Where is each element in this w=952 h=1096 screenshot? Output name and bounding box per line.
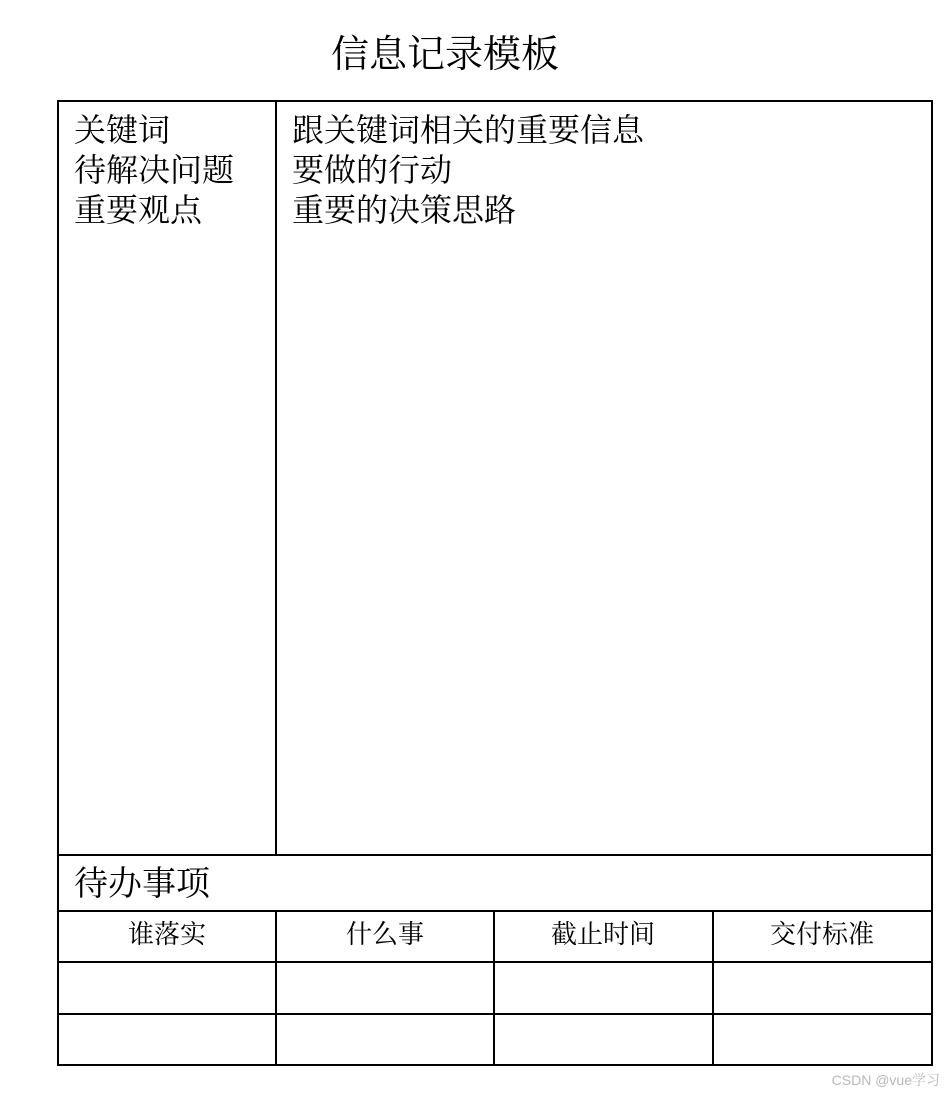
page-title: 信息记录模板 bbox=[330, 32, 559, 76]
watermark: CSDN @vue学习 bbox=[831, 1072, 940, 1088]
column-divider bbox=[275, 100, 277, 856]
notes-column bbox=[292, 110, 644, 230]
cue-item: 待解决问题 bbox=[74, 151, 235, 189]
cue-column bbox=[74, 110, 234, 230]
todo-cell[interactable] bbox=[714, 1015, 930, 1063]
notes-bottom-divider bbox=[57, 854, 933, 856]
todo-column-header: 截止时间 bbox=[550, 920, 655, 950]
notes-item: 跟关键词相关的重要信息 bbox=[292, 111, 645, 149]
todo-cell[interactable] bbox=[495, 1015, 711, 1063]
cue-item: 重要观点 bbox=[74, 191, 203, 229]
todo-heading: 待办事项 bbox=[74, 864, 210, 904]
todo-cell[interactable] bbox=[59, 963, 275, 1011]
todo-cell[interactable] bbox=[714, 963, 930, 1011]
todo-cell[interactable] bbox=[59, 1015, 275, 1063]
todo-column-header: 什么事 bbox=[345, 920, 424, 950]
todo-column-header: 谁落实 bbox=[127, 920, 206, 950]
cue-item: 关键词 bbox=[74, 111, 171, 149]
todo-cell[interactable] bbox=[277, 1015, 493, 1063]
notes-item: 重要的决策思路 bbox=[292, 191, 517, 229]
notes-item: 要做的行动 bbox=[292, 151, 453, 189]
todo-column-header: 交付标准 bbox=[769, 920, 874, 950]
todo-cell[interactable] bbox=[277, 963, 493, 1011]
todo-cell[interactable] bbox=[495, 963, 711, 1011]
